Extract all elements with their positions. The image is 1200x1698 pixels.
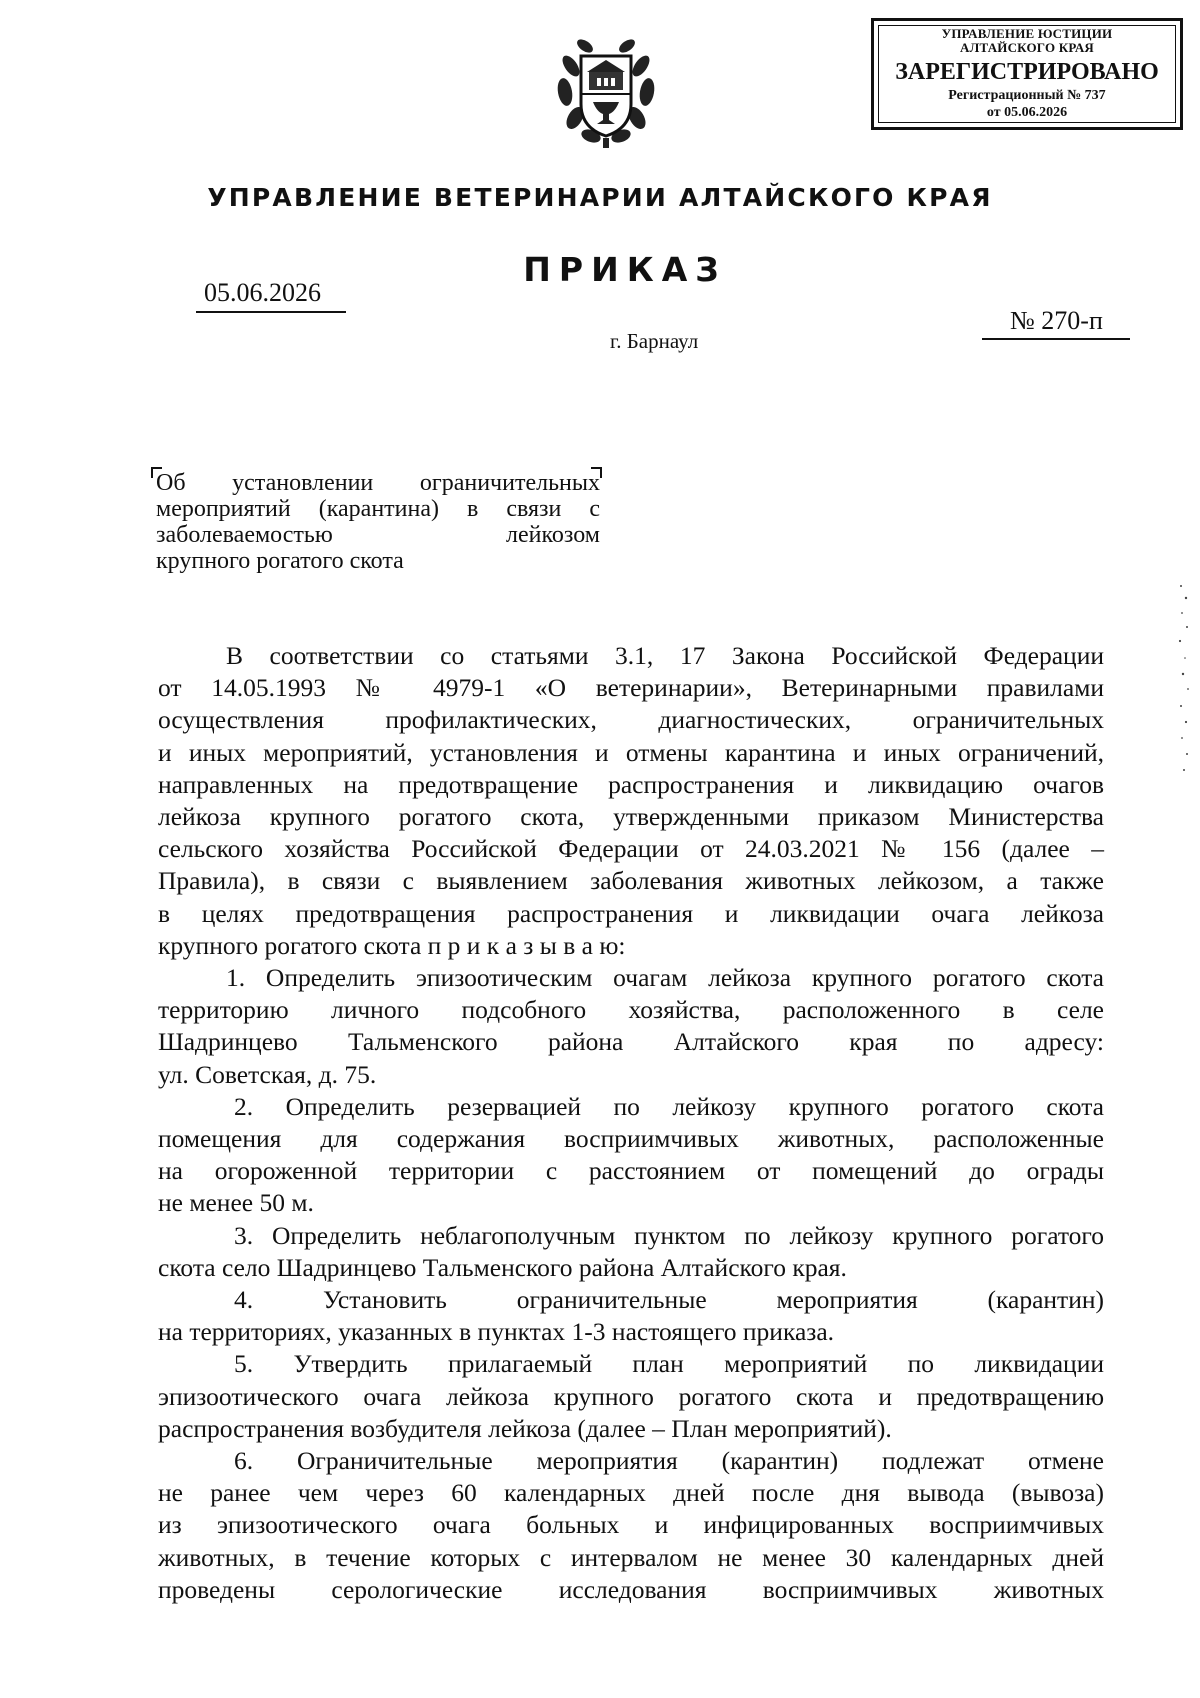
body-line: 1. Определить эпизоотическим очагам лейкоза крупного рогатого скота (226, 963, 1104, 993)
body-line: осуществления профилактических, диагностических, ограничительных (158, 705, 1104, 735)
date-underline (196, 311, 346, 313)
body-line: 3. Определить неблагополучным пунктом по лейкозу крупного рогатого (234, 1220, 1104, 1250)
coat-of-arms-icon (553, 32, 659, 150)
body-line: на территориях, указанных в пунктах 1-3 настоящего приказа. (158, 1317, 835, 1347)
order-date: 05.06.2026 (204, 278, 321, 307)
registration-stamp (871, 18, 1183, 130)
scan-edge-noise (1178, 580, 1190, 780)
body-line: ул. Советская, д. 75. (158, 1059, 377, 1089)
body-line: помещения для содержания восприимчивых животных, расположенные (158, 1124, 1104, 1154)
stamp-authority-line1: УПРАВЛЕНИЕ ЮСТИЦИИ (941, 26, 1113, 41)
number-underline (982, 338, 1130, 340)
stamp-authority-line2: АЛТАЙСКОГО КРАЯ (960, 40, 1094, 55)
body-line: сельского хозяйства Российской Федерации от 24.03.2021 № 156 (далее – (158, 834, 1104, 864)
body-line: 6. Ограничительные мероприятия (карантин) подлежат отмене (234, 1446, 1104, 1476)
body-line: в целях предотвращения распространения и ликвидации очага лейкоза (158, 898, 1104, 928)
document-type-title: ПРИКАЗ (523, 250, 727, 289)
body-line: проведены серологические исследования восприимчивых животных (158, 1574, 1104, 1604)
body-line: и иных мероприятий, установления и отмены карантина и иных ограничений, (158, 737, 1104, 767)
body-line: территорию личного подсобного хозяйства, расположенного в селе (158, 995, 1104, 1025)
order-subject (156, 470, 600, 574)
order-number: № 270-п (1010, 306, 1103, 335)
body-line: лейкоза крупного рогатого скота, утвержденными приказом Министерства (158, 802, 1104, 832)
body-line: крупного рогатого скота п р и к а з ы в а ю: (158, 930, 626, 960)
subject-line: заболеваемостью лейкозом (156, 522, 600, 548)
body-line: не менее 50 м. (158, 1188, 314, 1218)
subject-line: крупного рогатого скота (156, 548, 404, 574)
body-line: от 14.05.1993 № 4979-1 «О ветеринарии», Ветеринарными правилами (158, 673, 1104, 703)
body-line: эпизоотического очага лейкоза крупного рогатого скота и предотвращению (158, 1381, 1104, 1411)
body-line: скота село Шадринцево Тальменского района Алтайского края. (158, 1252, 847, 1282)
body-line: распространения возбудителя лейкоза (далее – План мероприятий). (158, 1413, 892, 1443)
subject-line: Об установлении ограничительных (156, 470, 600, 496)
body-line: на огороженной территории с расстоянием от помещений до ограды (158, 1156, 1104, 1186)
body-line: из эпизоотического очага больных и инфицированных восприимчивых (158, 1510, 1104, 1540)
body-line: 4. Установить ограничительные мероприятия (карантин) (234, 1285, 1104, 1315)
body-line: Шадринцево Тальменского района Алтайского края по адресу: (158, 1027, 1104, 1057)
body-line: 2. Определить резервацией по лейкозу крупного рогатого скота (234, 1091, 1104, 1121)
subject-line: мероприятий (карантина) в связи с (156, 496, 600, 522)
body-line: В соответствии со статьями 3.1, 17 Закона Российской Федерации (226, 641, 1104, 670)
stamp-registration-number: Регистрационный № 737 (948, 88, 1106, 103)
organization-title: УПРАВЛЕНИЕ ВЕТЕРИНАРИИ АЛТАЙСКОГО КРАЯ (207, 183, 993, 212)
stamp-status: ЗАРЕГИСТРИРОВАНО (895, 59, 1159, 85)
body-line: направленных на предотвращение распространения и ликвидацию очагов (158, 769, 1104, 799)
body-line: Правила), в связи с выявлением заболевания животных лейкозом, а также (158, 866, 1104, 896)
body-line: животных, в течение которых с интервалом не менее 30 календарных дней (158, 1542, 1104, 1572)
stamp-registration-date: от 05.06.2026 (986, 105, 1068, 120)
order-body (158, 640, 1104, 1606)
body-line: не ранее чем через 60 календарных дней после дня вывода (вывоза) (158, 1478, 1104, 1508)
body-line: 5. Утвердить прилагаемый план мероприятий по ликвидации (234, 1349, 1104, 1379)
order-city: г. Барнаул (610, 329, 699, 353)
